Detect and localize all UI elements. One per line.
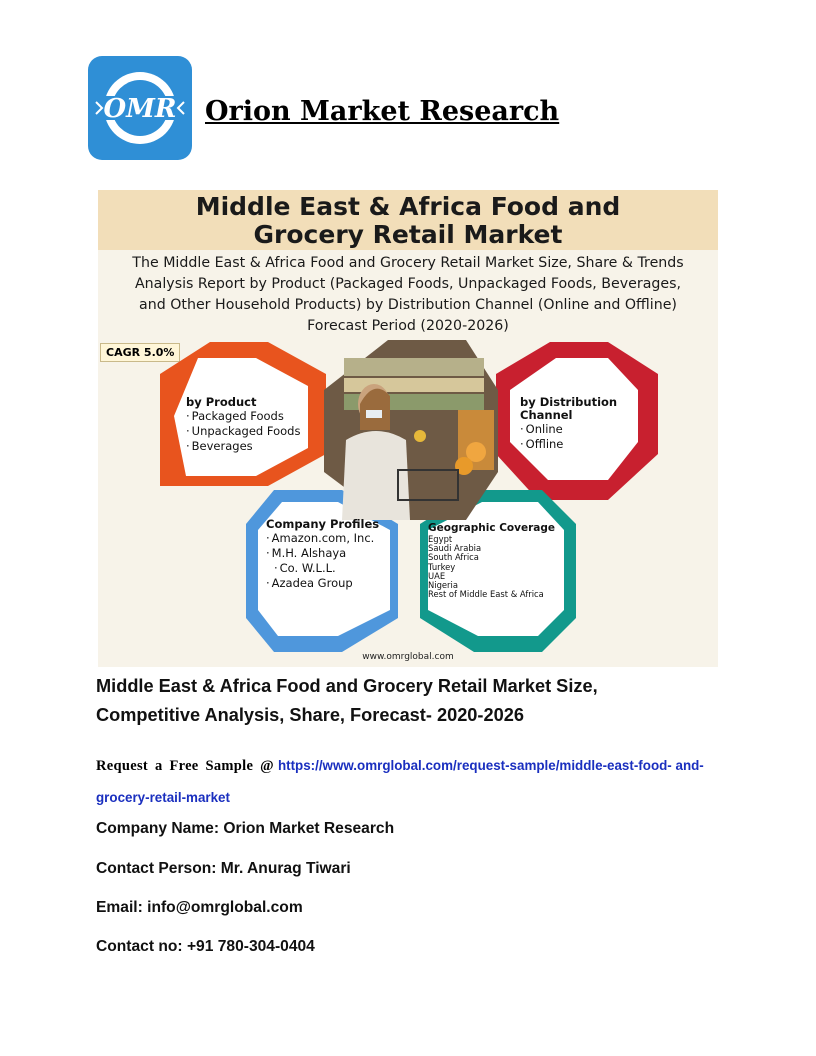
distribution-title-line2: Channel — [520, 408, 573, 422]
product-item: · Packaged Foods — [186, 409, 300, 424]
omr-logo — [88, 56, 192, 160]
company-profile-item: · Azadea Group — [266, 576, 379, 591]
distribution-title-line1: by Distribution — [520, 395, 618, 409]
geographic-title: Geographic Coverage — [428, 522, 555, 534]
company-profile-item-cont: · Co. W.L.L. — [266, 561, 379, 576]
company-profile-item: · Amazon.com, Inc. — [266, 531, 379, 546]
company-profiles-panel — [266, 518, 379, 591]
geographic-item: Saudi Arabia — [428, 543, 482, 554]
logo-emblem-icon — [88, 56, 192, 160]
distribution-panel — [520, 396, 617, 452]
product-panel — [186, 396, 300, 454]
geographic-item: Egypt — [428, 534, 453, 544]
infographic-title-line2: Grocery Retail Market — [253, 220, 563, 249]
infographic-title-line1: Middle East & Africa Food and — [195, 192, 621, 221]
geographic-item: UAE — [428, 570, 446, 581]
infographic — [98, 190, 718, 667]
product-item: · Beverages — [186, 439, 300, 454]
cagr-badge: CAGR 5.0% — [100, 343, 180, 362]
distribution-item: · Online — [520, 422, 617, 437]
company-name: Company Name: Orion Market Research — [96, 820, 395, 837]
report-heading-line2: Competitive Analysis, Share, Forecast- 2020-2026 — [96, 705, 524, 725]
infographic-website: www.omrglobal.com — [362, 652, 454, 662]
geographic-item: Turkey — [428, 561, 456, 572]
email-address: Email: info@omrglobal.com — [96, 899, 303, 916]
product-title: by Product — [186, 395, 257, 409]
product-item: · Unpackaged Foods — [186, 424, 300, 439]
company-title: Orion Market Research — [205, 96, 560, 127]
request-sample-link-part2: and-grocery-retail-market — [96, 758, 704, 805]
geographic-panel — [428, 522, 555, 599]
request-sample-link-part1: https://www.omrglobal.com/request-sample/middle-east-food- — [277, 758, 672, 773]
request-sample-line — [96, 750, 721, 814]
report-heading-line1: Middle East & Africa Food and Grocery Retail Market Size, — [96, 676, 598, 696]
geographic-item: Rest of Middle East & Africa — [428, 589, 544, 600]
company-profile-item: · M.H. Alshaya — [266, 546, 379, 561]
shopper-photo — [324, 340, 498, 520]
report-heading — [96, 672, 736, 730]
logo-text: OMR — [103, 94, 177, 124]
distribution-item: · Offline — [520, 437, 617, 452]
company-profiles-title: Company Profiles — [266, 517, 380, 531]
geographic-item: South Africa — [428, 552, 479, 563]
request-sample-label: Request a Free Sample @ — [96, 758, 274, 774]
infographic-subtitle: The Middle East & Africa Food and Grocery Retail Market Size, Share & Trends Analysis Report by Product (Packaged Foods, Unpackaged Foods, Beverages, and Other Household Products) by Distribution Channel (Online and Offline) Forecast Period (2020-2026) — [132, 255, 684, 334]
geographic-item: Nigeria — [428, 580, 458, 591]
contact-number: Contact no: +91 780-304-0404 — [96, 938, 315, 955]
contact-person: Contact Person: Mr. Anurag Tiwari — [96, 860, 351, 877]
